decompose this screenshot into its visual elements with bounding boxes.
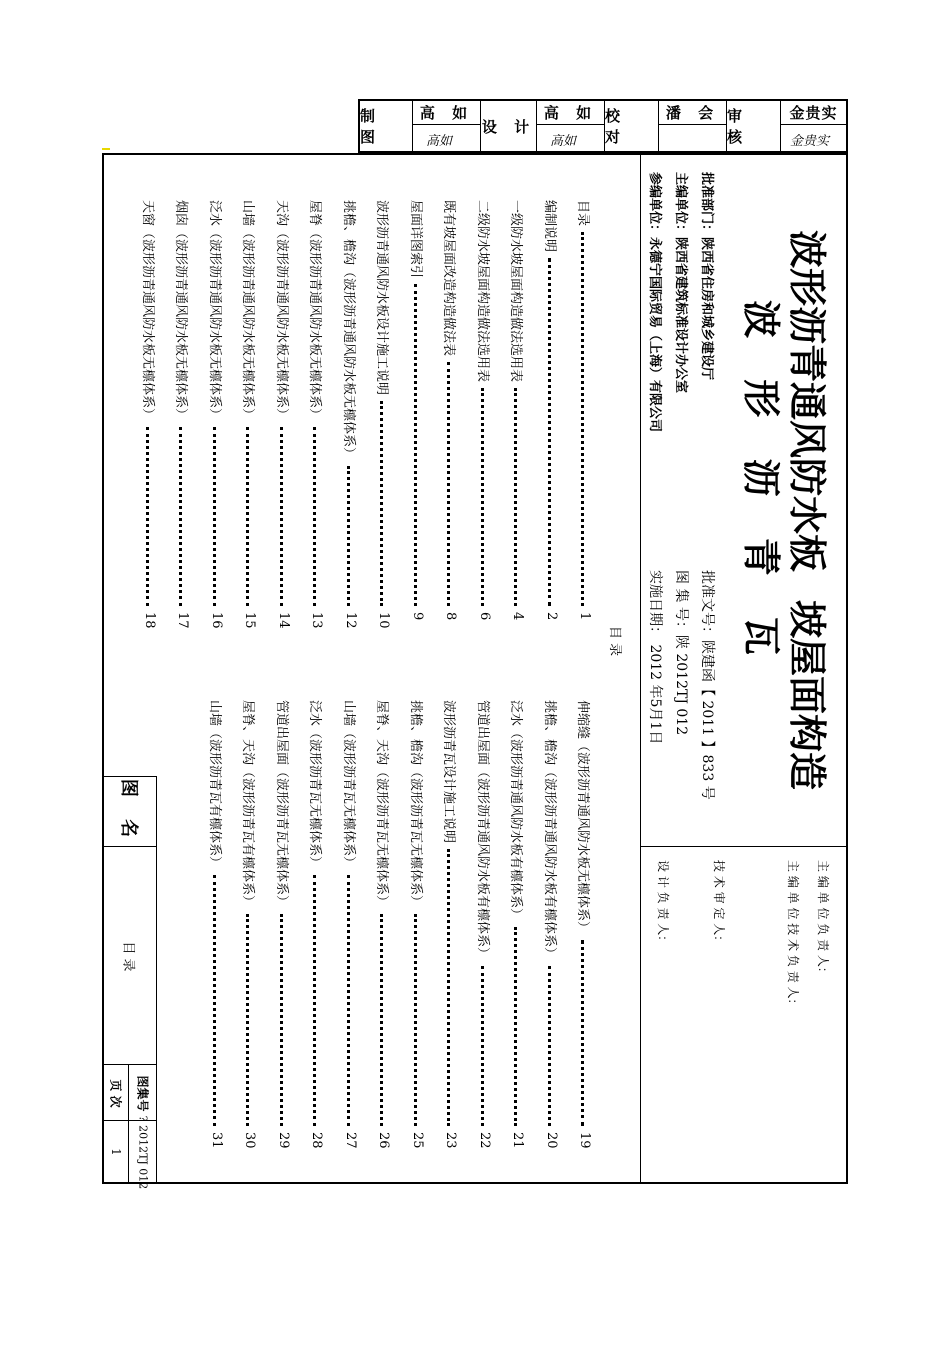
toc-entry-page: 19 bbox=[577, 1132, 593, 1149]
toc-entry-name: 波形沥青瓦设计施工说明 bbox=[441, 700, 457, 844]
toc-entry-name: 挑檐、檐沟（波形沥青通风防水板无檩体系） bbox=[341, 200, 356, 461]
toc-entry-name: 管道出屋面（波形沥青瓦无檩体系） bbox=[274, 700, 289, 909]
toc-entry-name: 二级防水坡屋面构造做法选用表 bbox=[475, 200, 490, 383]
toc-heading: 目 录 bbox=[607, 626, 622, 657]
toc-entry-page: 4 bbox=[510, 612, 526, 621]
toc-leader-dots bbox=[582, 940, 585, 1126]
toc-leader-dots bbox=[213, 875, 216, 1126]
toc-entry-name: 波形沥青通风防水板设计施工说明 bbox=[374, 200, 390, 396]
toc-leader-dots bbox=[314, 427, 317, 606]
toc-entry bbox=[172, 200, 194, 630]
toc-entry bbox=[574, 700, 596, 1150]
toc-entry-page: 29 bbox=[276, 1132, 291, 1149]
toc-leader-dots bbox=[381, 401, 384, 606]
toc-entry-page: 10 bbox=[376, 612, 392, 629]
sheji-signature: 高如 bbox=[550, 134, 577, 149]
toc-entry-name: 屋脊、天沟（波形沥青瓦有檩体系） bbox=[240, 700, 256, 909]
toc-entry bbox=[273, 200, 295, 630]
toc-entry-name: 伸缩缝（波形沥青通风防水板无檩体系） bbox=[575, 700, 591, 935]
toc-leader-dots bbox=[314, 875, 317, 1126]
resp-1: 主 编 单 位 负 责 人： bbox=[816, 860, 830, 979]
toc-entry bbox=[139, 200, 161, 630]
toc-entry bbox=[340, 200, 362, 630]
toc-entry-page: 31 bbox=[209, 1132, 224, 1149]
toc-leader-dots bbox=[381, 914, 384, 1126]
toc-entry bbox=[373, 200, 395, 630]
jiaodui-name: 潘 会 bbox=[665, 104, 720, 122]
toc-entry-page: 30 bbox=[242, 1132, 258, 1149]
toc-entry bbox=[541, 700, 563, 1150]
toc-leader-dots bbox=[448, 849, 451, 1126]
page-label: 页 次 bbox=[108, 1078, 123, 1108]
toc-leader-dots bbox=[515, 388, 518, 606]
toc-entry-page: 8 bbox=[443, 612, 459, 621]
toc-entry-name: 泛水（波形沥青瓦无檩体系） bbox=[307, 700, 323, 870]
zhitu-name: 高 如 bbox=[419, 104, 474, 122]
toc-leader-dots bbox=[548, 966, 551, 1126]
toc-entry bbox=[273, 700, 295, 1150]
toc-leader-dots bbox=[180, 427, 183, 606]
toc-entry-name: 目录 bbox=[575, 200, 591, 227]
toc-entry-name: 山墙（波形沥青瓦有檩体系） bbox=[207, 700, 222, 870]
toc-entry-page: 22 bbox=[477, 1132, 492, 1149]
participant-unit: 参编单位：永德宁国际贸易（上海）有限公司 bbox=[647, 172, 662, 433]
toc-entry-name: 天沟（波形沥青通风防水板无檩体系） bbox=[274, 200, 289, 422]
toc-entry-page: 6 bbox=[477, 612, 492, 621]
toc-entry bbox=[407, 700, 429, 1150]
toc-entry bbox=[574, 200, 596, 630]
toc-leader-dots bbox=[347, 875, 350, 1126]
approval-dept: 批准部门：陕西省住房和城乡建设厅 bbox=[699, 172, 714, 381]
cover-title-2: 波 形 沥 青 瓦 bbox=[739, 300, 784, 669]
rotated-content bbox=[102, 160, 842, 1189]
toc-entry-name: 编制说明 bbox=[542, 200, 557, 253]
toc-entry bbox=[474, 700, 496, 1150]
toc-entry-name: 泛水（波形沥青通风防水板无檩体系） bbox=[207, 200, 222, 422]
atlas-value: ? 2012TJ 012 bbox=[136, 1115, 150, 1189]
toc-entry-name: 管道出屋面（波形沥青通风防水板有檩体系） bbox=[475, 700, 490, 961]
toc-entry-page: 27 bbox=[343, 1132, 358, 1149]
resp-3: 技 术 审 定 人： bbox=[712, 860, 726, 948]
toc-leader-dots bbox=[448, 362, 451, 606]
page-value: 1 bbox=[108, 1148, 123, 1156]
toc-entry-name: 山墙（波形沥青通风防水板无檩体系） bbox=[240, 200, 256, 422]
toc-entry bbox=[306, 700, 328, 1150]
toc-leader-dots bbox=[213, 427, 216, 606]
toc-entry-name: 屋面详图索引 bbox=[408, 200, 423, 279]
atlas-label: 图集号 bbox=[135, 1074, 150, 1112]
jiaodui-label: 校 对 bbox=[605, 107, 627, 146]
toc-entry bbox=[306, 200, 328, 630]
toc-leader-dots bbox=[481, 966, 484, 1126]
toc-entry-page: 15 bbox=[242, 612, 258, 629]
cover-title-1b: 坡屋面构造 bbox=[785, 600, 830, 791]
toc-entry bbox=[507, 200, 529, 630]
toc-entry-name: 一级防水坡屋面构造做法选用表 bbox=[508, 200, 524, 383]
toc-entry bbox=[440, 700, 462, 1150]
toc-leader-dots bbox=[548, 258, 551, 606]
resp-2: 主 编 单 位 技 术 负 责 人： bbox=[786, 860, 800, 1011]
toc-entry-name: 烟囱（波形沥青通风防水板无檩体系） bbox=[173, 200, 189, 422]
toc-entry-page: 16 bbox=[209, 612, 224, 629]
cover-title-1: 波形沥青通风防水板 bbox=[785, 230, 830, 573]
toc-entry bbox=[239, 700, 261, 1150]
toc-leader-dots bbox=[414, 284, 417, 606]
toc-entry-name: 泛水（波形沥青通风防水板有檩体系） bbox=[508, 700, 524, 922]
toc-entry-page: 26 bbox=[376, 1132, 392, 1149]
toc-entry-page: 21 bbox=[510, 1132, 526, 1149]
toc-entry bbox=[541, 200, 563, 630]
toc-leader-dots bbox=[347, 466, 350, 606]
toc-leader-dots bbox=[247, 914, 250, 1126]
toc-entry bbox=[206, 200, 228, 630]
toc-entry-page: 20 bbox=[544, 1132, 559, 1149]
yellow-mark bbox=[102, 148, 110, 150]
toc-entry-name: 天窗（波形沥青通风防水板无檩体系） bbox=[140, 200, 155, 422]
shenhe-label: 审 核 bbox=[727, 107, 749, 146]
approval-no: 批准文号：陕建函【 2011 】833 号 bbox=[699, 570, 715, 800]
toc-leader-dots bbox=[247, 427, 250, 606]
toc-entry-page: 13 bbox=[309, 612, 325, 629]
toc-entry bbox=[407, 200, 429, 630]
toc-entry-page: 1 bbox=[577, 612, 593, 621]
zhitu-label: 制 图 bbox=[360, 107, 382, 146]
toc-entry-page: 9 bbox=[410, 612, 425, 621]
toc-entry bbox=[206, 700, 228, 1150]
sheji-name: 高 如 bbox=[543, 104, 598, 122]
toc-entry bbox=[373, 700, 395, 1150]
sheji-label: 设 计 bbox=[481, 117, 536, 136]
toc-entry-page: 23 bbox=[443, 1132, 459, 1149]
toc-entry-name: 屋脊、天沟（波形沥青瓦无檩体系） bbox=[374, 700, 390, 909]
atlas-no: 图 集 号：陕 2012TJ 012 bbox=[673, 570, 689, 736]
editor-unit: 主编单位：陕西省建筑标准设计办公室 bbox=[673, 172, 688, 394]
toc-entry-name: 挑檐、檐沟（波形沥青通风防水板有檩体系） bbox=[542, 700, 557, 961]
toc-entry-page: 25 bbox=[410, 1132, 425, 1149]
toc-entry-page: 12 bbox=[343, 612, 358, 629]
toc-leader-dots bbox=[582, 232, 585, 606]
toc-entry-name: 既有坡屋面改造构造做法表 bbox=[441, 200, 457, 357]
toc-entry-name: 山墙（波形沥青瓦无檩体系） bbox=[341, 700, 356, 870]
toc-entry bbox=[474, 200, 496, 630]
resp-4: 设 计 负 责 人： bbox=[656, 860, 670, 948]
toc-entry-page: 28 bbox=[309, 1132, 325, 1149]
toc-leader-dots bbox=[280, 914, 283, 1126]
toc-leader-dots bbox=[481, 388, 484, 606]
toc-entry-page: 2 bbox=[544, 612, 559, 621]
toc-entry-page: 17 bbox=[175, 612, 191, 629]
toc-entry-name: 屋脊（波形沥青通风防水板无檩体系） bbox=[307, 200, 323, 422]
tu-ming-label: 图 名 bbox=[118, 778, 139, 846]
impl-date: 实施日期： 2012 年5月1日 bbox=[647, 570, 663, 745]
toc-entry-name: 挑檐、檐沟（波形沥青瓦无檩体系） bbox=[408, 700, 423, 909]
shenhe-name: 金贵实 bbox=[789, 104, 838, 122]
toc-entry bbox=[239, 200, 261, 630]
tu-ming-value: 目 录 bbox=[120, 940, 136, 972]
toc-leader-dots bbox=[515, 927, 518, 1126]
toc-leader-dots bbox=[146, 427, 149, 606]
zhitu-signature: 高如 bbox=[426, 134, 453, 149]
toc-entry bbox=[440, 200, 462, 630]
toc-entry bbox=[507, 700, 529, 1150]
toc-entry-page: 14 bbox=[276, 612, 291, 629]
toc-leader-dots bbox=[414, 914, 417, 1126]
shenhe-signature: 金贵实 bbox=[790, 134, 830, 149]
toc-leader-dots bbox=[280, 427, 283, 606]
toc-entry-page: 18 bbox=[142, 612, 157, 629]
toc-entry bbox=[340, 700, 362, 1150]
